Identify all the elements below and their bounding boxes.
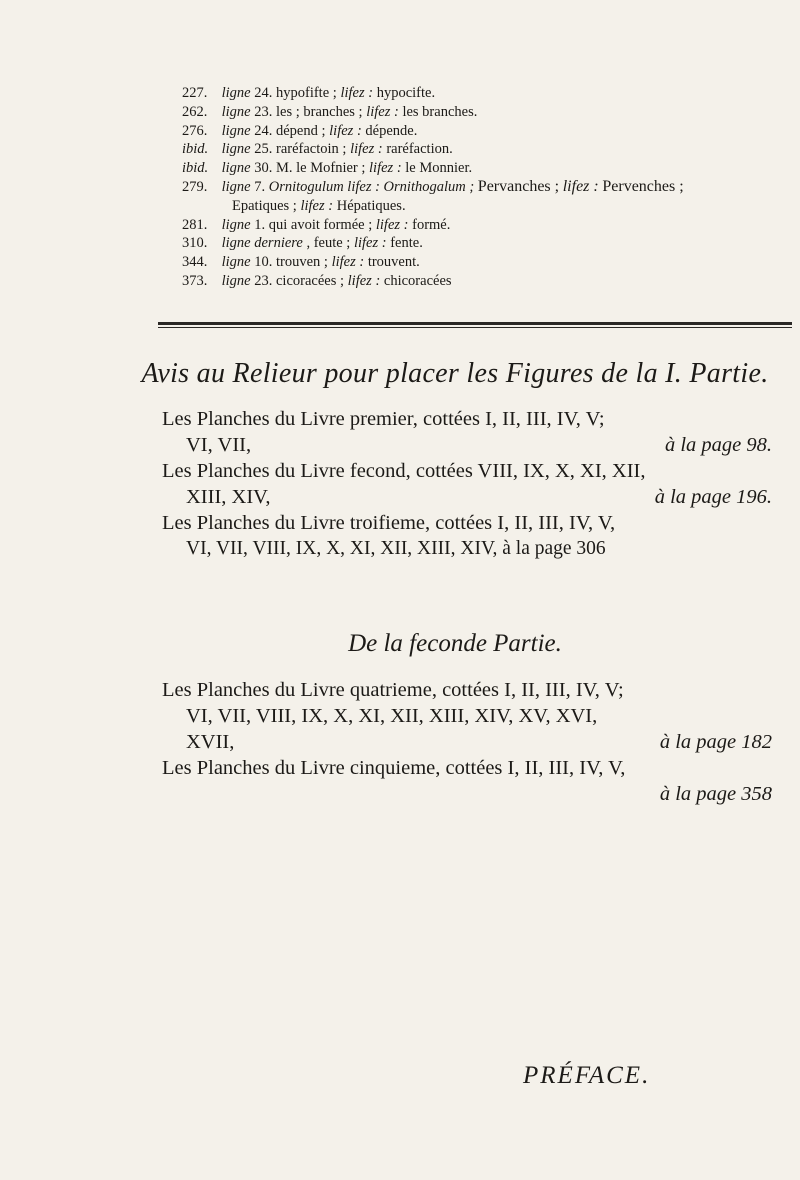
entry-line: Les Planches du Livre fecond, cottées VIII, IX, X, XI, XII, xyxy=(162,460,646,482)
errata-wrong: hypofifte ; xyxy=(276,85,337,101)
errata-page: 344. xyxy=(182,254,208,271)
errata-row xyxy=(182,140,782,159)
errata-wrong: Ornitogulum xyxy=(268,178,344,195)
errata-wrong: dépend ; xyxy=(276,122,326,139)
double-rule-divider xyxy=(158,322,792,328)
errata-correct: fente. xyxy=(390,235,423,252)
errata-correct: trouvent. xyxy=(367,254,420,271)
errata-page: 373. xyxy=(182,272,208,289)
entry-line xyxy=(162,484,782,510)
errata-page: 310. xyxy=(182,235,208,252)
errata-wrong: feute ; xyxy=(313,235,351,252)
errata-row-continuation xyxy=(182,197,782,216)
errata-lisez: lifez : xyxy=(300,197,334,214)
errata-lisez: lifez : xyxy=(366,103,399,120)
errata-row xyxy=(182,216,782,235)
errata-page: 281. xyxy=(182,216,208,233)
entry-line xyxy=(162,432,782,458)
errata-ligne: ligne xyxy=(221,141,251,158)
errata-wrong: Pervanches ; xyxy=(477,177,560,195)
errata-line-number: 24. xyxy=(254,122,273,139)
errata-correct: Pervenches ; xyxy=(602,177,684,195)
errata-ligne: ligne xyxy=(221,103,251,120)
errata-lisez: lifez : xyxy=(331,254,365,271)
errata-lisez: lifez : xyxy=(340,85,374,101)
errata-ligne: ligne xyxy=(221,160,251,177)
errata-page: 262. xyxy=(182,103,208,120)
errata-correct: hypocifte. xyxy=(376,85,436,101)
plate-entry xyxy=(162,755,782,807)
errata-wrong: Epatiques ; xyxy=(232,197,297,214)
errata-line-number: 7. xyxy=(254,178,266,195)
catchword-preface: PRÉFACE. xyxy=(523,1062,651,1089)
part-one-entries xyxy=(162,406,782,562)
errata-lisez: lifez : xyxy=(347,272,381,289)
errata-lisez: lifez : xyxy=(369,160,402,177)
errata-ligne: ligne derniere xyxy=(221,235,303,252)
errata-line-number: 25. xyxy=(254,141,273,158)
errata-line-number: 23. xyxy=(254,103,273,120)
entry-line xyxy=(162,781,782,807)
errata-row xyxy=(182,103,782,122)
errata-correct: Hépatiques. xyxy=(336,197,406,214)
errata-row xyxy=(182,122,782,141)
errata-row xyxy=(182,84,782,103)
entry-line: Les Planches du Livre cinquieme, cottées I, II, III, IV, V, xyxy=(162,757,626,779)
errata-list xyxy=(182,84,782,291)
errata-correct: formé. xyxy=(412,216,451,233)
errata-wrong: raréfactoin ; xyxy=(276,141,347,158)
errata-page: ibid. xyxy=(182,141,209,158)
errata-wrong: cicoracées ; xyxy=(276,272,345,289)
errata-row xyxy=(182,234,782,253)
plate-entry xyxy=(162,458,782,510)
errata-correct: dépende. xyxy=(365,122,418,139)
errata-row xyxy=(182,159,782,178)
errata-correct: raréfaction. xyxy=(386,141,453,158)
errata-wrong: qui avoit formée ; xyxy=(268,216,373,233)
page-reference: à la page 358 xyxy=(659,783,772,805)
entry-line: Les Planches du Livre quatrieme, cottées I, II, III, IV, V; xyxy=(162,679,624,701)
errata-page: 279. xyxy=(182,178,208,195)
errata-line-number: 23. xyxy=(254,272,273,289)
entry-line: VI, VII, VIII, IX, X, XI, XII, XIII, XIV, à la page 306 xyxy=(186,538,606,559)
errata-lisez: lifez : xyxy=(329,122,362,139)
entry-line: Les Planches du Livre premier, cottées I, II, III, IV, V; xyxy=(162,408,605,430)
page-reference: à la page 182 xyxy=(659,731,772,753)
errata-correct: chicoracées xyxy=(383,272,452,289)
plate-entry xyxy=(162,677,782,755)
errata-wrong: les ; branches ; xyxy=(276,103,363,120)
errata-ligne: ligne xyxy=(221,85,251,101)
errata-ligne: ligne xyxy=(221,272,251,289)
entry-line xyxy=(162,729,782,755)
errata-row xyxy=(182,253,782,272)
errata-line-number: 10. xyxy=(254,254,273,271)
errata-line-number: , xyxy=(306,235,311,252)
errata-row xyxy=(182,272,782,291)
entry-line: Les Planches du Livre troifieme, cottées I, II, III, IV, V, xyxy=(162,512,616,534)
errata-line-number: 24. xyxy=(254,85,273,101)
errata-ligne: ligne xyxy=(221,216,251,233)
entry-text: VI, VII, xyxy=(186,434,252,456)
errata-ligne: ligne xyxy=(221,178,251,195)
errata-correct: les branches. xyxy=(402,103,478,120)
errata-line-number: 1. xyxy=(254,216,266,233)
errata-page: 276. xyxy=(182,122,208,139)
errata-correct: Ornithogalum ; xyxy=(383,178,475,195)
errata-ligne: ligne xyxy=(221,254,251,271)
errata-wrong: M. le Mofnier ; xyxy=(276,160,366,177)
errata-lisez: lifez : xyxy=(353,235,387,252)
errata-wrong: trouven ; xyxy=(276,254,328,271)
page-reference: à la page 98. xyxy=(664,434,772,456)
plate-entry xyxy=(162,510,782,562)
errata-page: ibid. xyxy=(182,160,209,177)
errata-lisez: lifez : xyxy=(375,216,409,233)
errata-page: 227. xyxy=(182,85,208,101)
errata-lisez: lifez : xyxy=(350,141,383,158)
entry-line: VI, VII, VIII, IX, X, XI, XII, XIII, XIV, XV, XVI, xyxy=(186,705,598,727)
plate-entry xyxy=(162,406,782,458)
part-two-entries xyxy=(162,677,782,807)
errata-row xyxy=(182,178,782,197)
errata-ligne: ligne xyxy=(221,122,251,139)
entry-text: XIII, XIV, xyxy=(186,486,271,508)
section-subtitle: De la feconde Partie. xyxy=(348,630,562,657)
page-reference: à la page 196. xyxy=(654,486,772,508)
errata-correct: le Monnier. xyxy=(405,160,473,177)
errata-lisez: lifez : xyxy=(562,177,599,195)
errata-line-number: 30. xyxy=(254,160,273,177)
entry-text: XVII, xyxy=(186,731,235,753)
section-title: Avis au Relieur pour placer les Figures de la I. Partie. xyxy=(141,358,769,389)
errata-lisez: lifez : xyxy=(347,178,380,195)
